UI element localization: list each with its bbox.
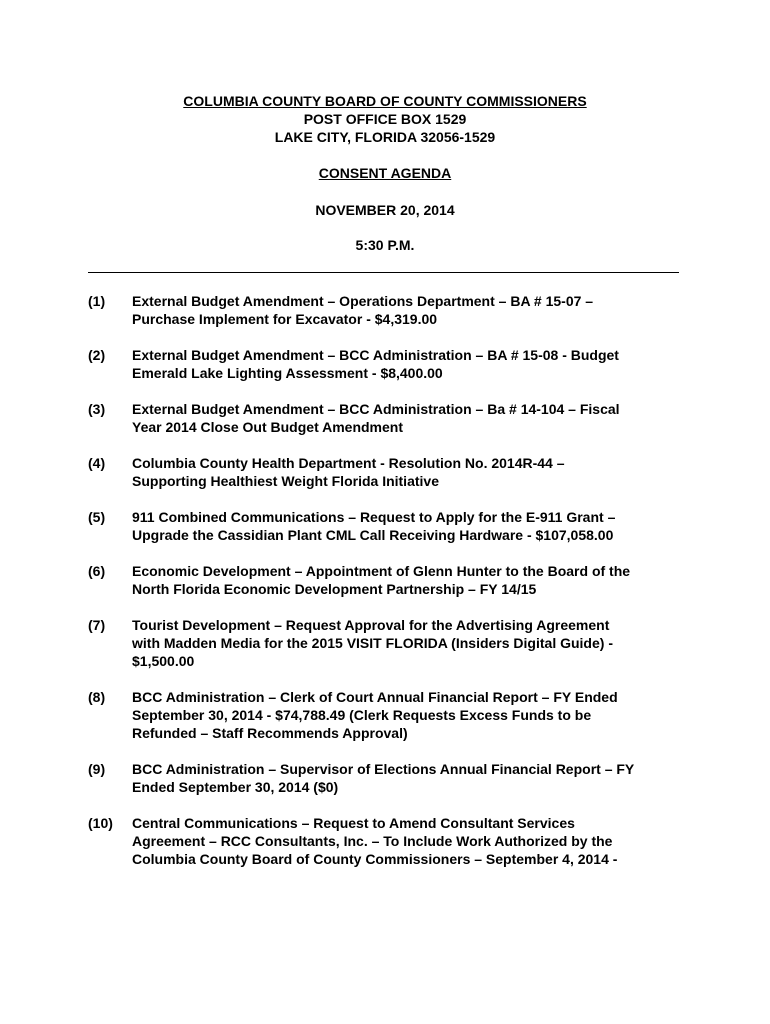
agenda-item-text: External Budget Amendment – BCC Administration – Ba # 14-104 – Fiscal Year 2014 Close Out Budget Amendment: [132, 401, 620, 435]
agenda-item-text: External Budget Amendment – BCC Administration – BA # 15-08 - Budget Emerald Lake Lighting Assessment - $8,400.00: [132, 347, 619, 381]
header-city: LAKE CITY, FLORIDA 32056-1529: [274, 129, 496, 145]
agenda-item-text: BCC Administration – Supervisor of Elections Annual Financial Report – FY Ended September 30, 2014 ($0): [132, 761, 635, 795]
organization-name: COLUMBIA COUNTY BOARD OF COUNTY COMMISSIONERS: [183, 93, 587, 109]
agenda-item-8: [88, 688, 688, 742]
agenda-item-number: (8): [88, 689, 106, 705]
agenda-item-text: Tourist Development – Request Approval for the Advertising Agreement with Madden Media for the 2015 VISIT FLORIDA (Insiders Digital Guide) - $1,500.00: [132, 617, 613, 669]
agenda-title: CONSENT AGENDA: [318, 165, 452, 181]
agenda-item-text: Central Communications – Request to Amend Consultant Services Agreement – RCC Consultants, Inc. – To Include Work Authorized by the Columbia County Board of County Commissioners – September 4, 2014 -: [132, 815, 618, 867]
header-divider: [88, 272, 679, 273]
agenda-item-number: (9): [88, 761, 106, 777]
agenda-item-1: [88, 292, 688, 328]
agenda-item-number: (1): [88, 293, 106, 309]
agenda-item-2: [88, 346, 688, 382]
agenda-item-number: (2): [88, 347, 106, 363]
agenda-item-number: (5): [88, 509, 106, 525]
agenda-item-10: [88, 814, 688, 868]
agenda-item-number: (3): [88, 401, 106, 417]
agenda-item-5: [88, 508, 688, 544]
agenda-item-9: [88, 760, 688, 796]
agenda-item-number: (4): [88, 455, 106, 471]
agenda-item-text: External Budget Amendment – Operations Department – BA # 15-07 – Purchase Implement for Excavator - $4,319.00: [132, 293, 594, 327]
agenda-item-text: BCC Administration – Clerk of Court Annual Financial Report – FY Ended September 30, 2014 - $74,788.49 (Clerk Requests Excess Funds to be Refunded – Staff Recommends Approval): [132, 689, 618, 741]
agenda-item-7: [88, 616, 688, 670]
agenda-item-text: 911 Combined Communications – Request to Apply for the E-911 Grant – Upgrade the Cassidian Plant CML Call Receiving Hardware - $107,058.00: [132, 509, 616, 543]
agenda-items-list: [88, 292, 688, 886]
header-po-box: POST OFFICE BOX 1529: [303, 111, 467, 127]
agenda-item-text: Economic Development – Appointment of Glenn Hunter to the Board of the North Florida Economic Development Partnership – FY 14/15: [132, 563, 631, 597]
agenda-item-6: [88, 562, 688, 598]
header-time: 5:30 P.M.: [355, 237, 415, 253]
header-organization: [0, 92, 770, 110]
agenda-item-4: [88, 454, 688, 490]
agenda-item-number: (6): [88, 563, 106, 579]
header-date: NOVEMBER 20, 2014: [315, 202, 455, 218]
agenda-item-number: (10): [88, 815, 113, 831]
agenda-item-number: (7): [88, 617, 106, 633]
agenda-item-text: Columbia County Health Department - Resolution No. 2014R-44 – Supporting Healthiest Weight Florida Initiative: [132, 455, 565, 489]
agenda-item-3: [88, 400, 688, 436]
header-agenda-title: [0, 164, 770, 182]
